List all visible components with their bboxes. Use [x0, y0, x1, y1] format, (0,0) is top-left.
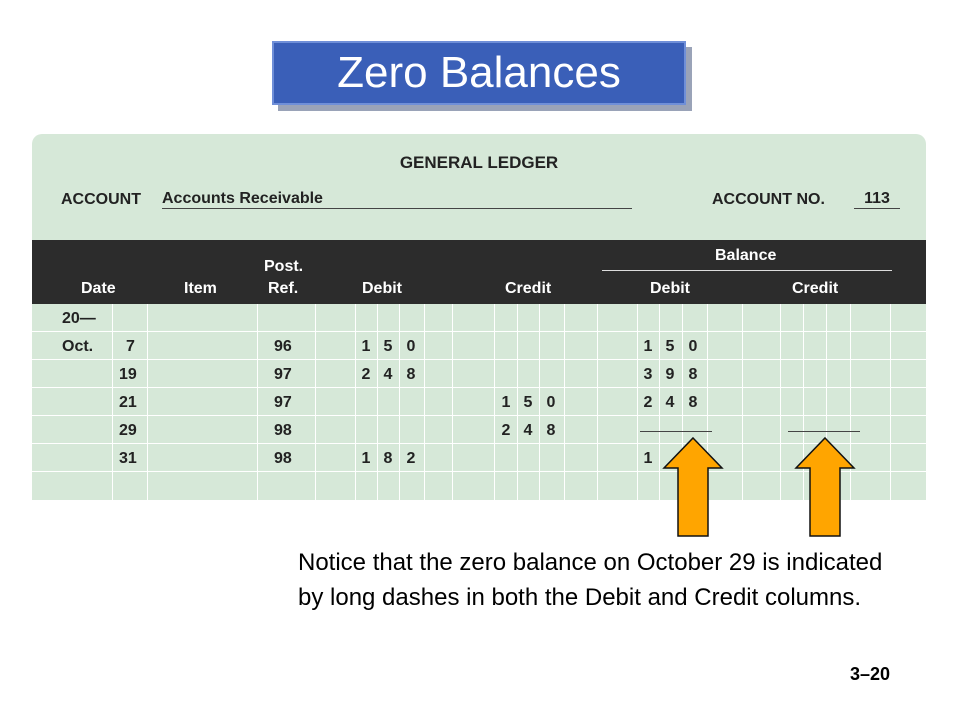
credit-digit: 4 — [523, 422, 533, 439]
credit-digit: 2 — [501, 422, 511, 439]
balance-header-rule — [602, 270, 892, 271]
day-cell: 19 — [119, 366, 137, 383]
credit-digit: 8 — [546, 422, 556, 439]
debit-digit: 0 — [406, 338, 416, 355]
row-line — [32, 443, 926, 444]
up-arrow-icon — [662, 436, 724, 538]
debit-digit: 8 — [383, 450, 393, 467]
account-no: 113 — [854, 190, 900, 209]
day-cell: 21 — [119, 394, 137, 411]
header-post-ref-line2: Ref. — [268, 280, 299, 297]
credit-digit: 5 — [523, 394, 533, 411]
header-balance-credit: Credit — [792, 280, 839, 297]
header-credit: Credit — [505, 280, 552, 297]
debit-digit: 1 — [361, 450, 371, 467]
debit-digit: 1 — [361, 338, 371, 355]
slide-title: Zero Balances — [337, 48, 621, 97]
debit-digit: 8 — [406, 366, 416, 383]
row-line — [32, 387, 926, 388]
day-cell: 29 — [119, 422, 137, 439]
balance-debit-digit: 4 — [665, 394, 675, 411]
balance-debit-digit: 1 — [643, 450, 653, 467]
post-ref-cell: 97 — [274, 366, 292, 383]
account-name: Accounts Receivable — [162, 190, 632, 209]
header-date: Date — [81, 280, 116, 297]
row-line — [32, 359, 926, 360]
header-debit: Debit — [362, 280, 402, 297]
zero-balance-debit-dash — [640, 431, 712, 432]
debit-digit: 2 — [361, 366, 371, 383]
header-post-ref-line1: Post. — [264, 258, 304, 275]
day-cell: 7 — [126, 338, 135, 355]
balance-debit-digit: 1 — [643, 338, 653, 355]
year-cell: 20— — [62, 310, 96, 327]
balance-debit-digit: 0 — [688, 338, 698, 355]
up-arrow-icon — [794, 436, 856, 538]
header-item: Item — [184, 280, 217, 297]
row-line — [32, 415, 926, 416]
debit-digit: 5 — [383, 338, 393, 355]
header-balance-debit: Debit — [650, 280, 690, 297]
post-ref-cell: 97 — [274, 394, 292, 411]
account-no-label: ACCOUNT NO. — [712, 191, 825, 208]
post-ref-cell: 98 — [274, 422, 292, 439]
balance-debit-digit: 5 — [665, 338, 675, 355]
explanation-note: Notice that the zero balance on October 29 is indicated by long dashes in both the Debit and Credit columns. — [298, 549, 883, 611]
zero-balance-credit-dash — [788, 431, 860, 432]
month-cell: Oct. — [62, 338, 94, 355]
post-ref-cell: 98 — [274, 450, 292, 467]
ledger-header — [32, 240, 926, 304]
slide-number: 3–20 — [850, 664, 891, 684]
ledger-title: GENERAL LEDGER — [399, 153, 559, 172]
balance-debit-digit: 9 — [665, 366, 675, 383]
balance-debit-digit: 8 — [688, 366, 698, 383]
debit-digit: 2 — [406, 450, 416, 467]
balance-debit-digit: 3 — [643, 366, 653, 383]
credit-digit: 0 — [546, 394, 556, 411]
slide-title-box — [272, 41, 686, 105]
post-ref-cell: 96 — [274, 338, 292, 355]
balance-debit-digit: 2 — [643, 394, 653, 411]
account-label: ACCOUNT — [61, 191, 141, 208]
header-balance: Balance — [715, 247, 777, 264]
general-ledger — [32, 134, 926, 500]
credit-digit: 1 — [501, 394, 511, 411]
day-cell: 31 — [119, 450, 137, 467]
balance-debit-digit: 8 — [688, 394, 698, 411]
debit-digit: 4 — [383, 366, 393, 383]
row-line — [32, 331, 926, 332]
row-line — [32, 471, 926, 472]
